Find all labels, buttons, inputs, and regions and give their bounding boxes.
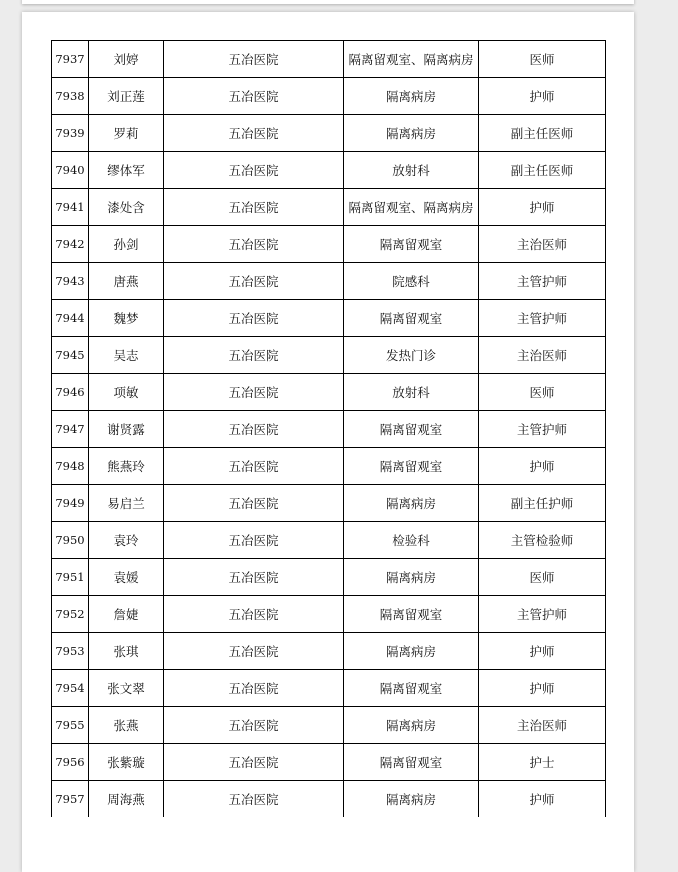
table-row bbox=[52, 670, 606, 707]
table-row bbox=[52, 559, 606, 596]
department-cell: 隔离留观室 bbox=[344, 448, 479, 485]
hospital-cell: 五冶医院 bbox=[164, 41, 344, 78]
staff-id-cell: 7952 bbox=[52, 596, 89, 633]
job-title-cell: 主治医师 bbox=[479, 707, 606, 744]
hospital-cell: 五冶医院 bbox=[164, 559, 344, 596]
department-cell: 隔离留观室 bbox=[344, 670, 479, 707]
department-cell: 隔离病房 bbox=[344, 485, 479, 522]
table-row bbox=[52, 411, 606, 448]
staff-id-cell: 7948 bbox=[52, 448, 89, 485]
table-row bbox=[52, 707, 606, 744]
hospital-cell: 五冶医院 bbox=[164, 448, 344, 485]
staff-name-cell: 漆处含 bbox=[89, 189, 164, 226]
staff-name-cell: 孙剑 bbox=[89, 226, 164, 263]
staff-name-cell: 罗莉 bbox=[89, 115, 164, 152]
department-cell: 隔离留观室 bbox=[344, 596, 479, 633]
hospital-cell: 五冶医院 bbox=[164, 596, 344, 633]
table-row bbox=[52, 781, 606, 818]
department-cell: 隔离留观室 bbox=[344, 744, 479, 781]
staff-table bbox=[51, 40, 606, 817]
staff-name-cell: 张文翠 bbox=[89, 670, 164, 707]
job-title-cell: 主管检验师 bbox=[479, 522, 606, 559]
staff-name-cell: 张燕 bbox=[89, 707, 164, 744]
staff-name-cell: 张琪 bbox=[89, 633, 164, 670]
job-title-cell: 主治医师 bbox=[479, 226, 606, 263]
staff-id-cell: 7938 bbox=[52, 78, 89, 115]
table-row bbox=[52, 448, 606, 485]
staff-id-cell: 7951 bbox=[52, 559, 89, 596]
staff-table-body bbox=[52, 41, 606, 818]
job-title-cell: 医师 bbox=[479, 559, 606, 596]
job-title-cell: 副主任护师 bbox=[479, 485, 606, 522]
staff-id-cell: 7937 bbox=[52, 41, 89, 78]
staff-id-cell: 7943 bbox=[52, 263, 89, 300]
staff-id-cell: 7954 bbox=[52, 670, 89, 707]
department-cell: 隔离留观室 bbox=[344, 411, 479, 448]
staff-id-cell: 7941 bbox=[52, 189, 89, 226]
department-cell: 检验科 bbox=[344, 522, 479, 559]
job-title-cell: 护师 bbox=[479, 448, 606, 485]
table-row bbox=[52, 744, 606, 781]
job-title-cell: 护师 bbox=[479, 78, 606, 115]
job-title-cell: 副主任医师 bbox=[479, 152, 606, 189]
department-cell: 隔离留观室、隔离病房 bbox=[344, 41, 479, 78]
staff-name-cell: 项敏 bbox=[89, 374, 164, 411]
staff-id-cell: 7946 bbox=[52, 374, 89, 411]
department-cell: 隔离病房 bbox=[344, 78, 479, 115]
staff-name-cell: 易启兰 bbox=[89, 485, 164, 522]
staff-name-cell: 刘正莲 bbox=[89, 78, 164, 115]
job-title-cell: 医师 bbox=[479, 41, 606, 78]
department-cell: 隔离留观室、隔离病房 bbox=[344, 189, 479, 226]
hospital-cell: 五冶医院 bbox=[164, 263, 344, 300]
department-cell: 放射科 bbox=[344, 374, 479, 411]
staff-id-cell: 7956 bbox=[52, 744, 89, 781]
department-cell: 隔离病房 bbox=[344, 707, 479, 744]
staff-name-cell: 袁媛 bbox=[89, 559, 164, 596]
job-title-cell: 医师 bbox=[479, 374, 606, 411]
staff-id-cell: 7945 bbox=[52, 337, 89, 374]
job-title-cell: 护师 bbox=[479, 670, 606, 707]
staff-name-cell: 缪体军 bbox=[89, 152, 164, 189]
table-row bbox=[52, 374, 606, 411]
hospital-cell: 五冶医院 bbox=[164, 522, 344, 559]
table-row bbox=[52, 337, 606, 374]
hospital-cell: 五冶医院 bbox=[164, 633, 344, 670]
department-cell: 隔离留观室 bbox=[344, 226, 479, 263]
staff-name-cell: 魏梦 bbox=[89, 300, 164, 337]
table-row bbox=[52, 78, 606, 115]
department-cell: 发热门诊 bbox=[344, 337, 479, 374]
table-row bbox=[52, 189, 606, 226]
hospital-cell: 五冶医院 bbox=[164, 337, 344, 374]
department-cell: 隔离病房 bbox=[344, 559, 479, 596]
hospital-cell: 五冶医院 bbox=[164, 226, 344, 263]
staff-name-cell: 张紫璇 bbox=[89, 744, 164, 781]
job-title-cell: 护师 bbox=[479, 633, 606, 670]
staff-id-cell: 7942 bbox=[52, 226, 89, 263]
previous-page-edge bbox=[22, 0, 634, 4]
hospital-cell: 五冶医院 bbox=[164, 300, 344, 337]
hospital-cell: 五冶医院 bbox=[164, 374, 344, 411]
staff-name-cell: 袁玲 bbox=[89, 522, 164, 559]
table-row bbox=[52, 300, 606, 337]
hospital-cell: 五冶医院 bbox=[164, 411, 344, 448]
job-title-cell: 主管护师 bbox=[479, 263, 606, 300]
department-cell: 放射科 bbox=[344, 152, 479, 189]
table-row bbox=[52, 485, 606, 522]
hospital-cell: 五冶医院 bbox=[164, 781, 344, 818]
staff-name-cell: 詹婕 bbox=[89, 596, 164, 633]
staff-id-cell: 7947 bbox=[52, 411, 89, 448]
job-title-cell: 护师 bbox=[479, 781, 606, 818]
table-row bbox=[52, 152, 606, 189]
staff-id-cell: 7953 bbox=[52, 633, 89, 670]
table-row bbox=[52, 596, 606, 633]
job-title-cell: 主治医师 bbox=[479, 337, 606, 374]
staff-name-cell: 谢贤露 bbox=[89, 411, 164, 448]
staff-id-cell: 7957 bbox=[52, 781, 89, 818]
table-row bbox=[52, 633, 606, 670]
staff-name-cell: 吴志 bbox=[89, 337, 164, 374]
staff-id-cell: 7955 bbox=[52, 707, 89, 744]
job-title-cell: 副主任医师 bbox=[479, 115, 606, 152]
staff-name-cell: 周海燕 bbox=[89, 781, 164, 818]
document-page bbox=[22, 12, 634, 872]
hospital-cell: 五冶医院 bbox=[164, 485, 344, 522]
job-title-cell: 护士 bbox=[479, 744, 606, 781]
hospital-cell: 五冶医院 bbox=[164, 78, 344, 115]
staff-name-cell: 刘婷 bbox=[89, 41, 164, 78]
staff-id-cell: 7950 bbox=[52, 522, 89, 559]
staff-name-cell: 唐燕 bbox=[89, 263, 164, 300]
staff-id-cell: 7949 bbox=[52, 485, 89, 522]
table-row bbox=[52, 115, 606, 152]
table-row bbox=[52, 226, 606, 263]
table-row bbox=[52, 522, 606, 559]
staff-id-cell: 7939 bbox=[52, 115, 89, 152]
hospital-cell: 五冶医院 bbox=[164, 152, 344, 189]
job-title-cell: 护师 bbox=[479, 189, 606, 226]
department-cell: 隔离病房 bbox=[344, 115, 479, 152]
department-cell: 隔离留观室 bbox=[344, 300, 479, 337]
hospital-cell: 五冶医院 bbox=[164, 707, 344, 744]
hospital-cell: 五冶医院 bbox=[164, 744, 344, 781]
hospital-cell: 五冶医院 bbox=[164, 115, 344, 152]
job-title-cell: 主管护师 bbox=[479, 596, 606, 633]
staff-name-cell: 熊燕玲 bbox=[89, 448, 164, 485]
job-title-cell: 主管护师 bbox=[479, 300, 606, 337]
department-cell: 隔离病房 bbox=[344, 781, 479, 818]
table-row bbox=[52, 263, 606, 300]
table-row bbox=[52, 41, 606, 78]
department-cell: 隔离病房 bbox=[344, 633, 479, 670]
department-cell: 院感科 bbox=[344, 263, 479, 300]
hospital-cell: 五冶医院 bbox=[164, 670, 344, 707]
hospital-cell: 五冶医院 bbox=[164, 189, 344, 226]
job-title-cell: 主管护师 bbox=[479, 411, 606, 448]
staff-id-cell: 7944 bbox=[52, 300, 89, 337]
staff-id-cell: 7940 bbox=[52, 152, 89, 189]
